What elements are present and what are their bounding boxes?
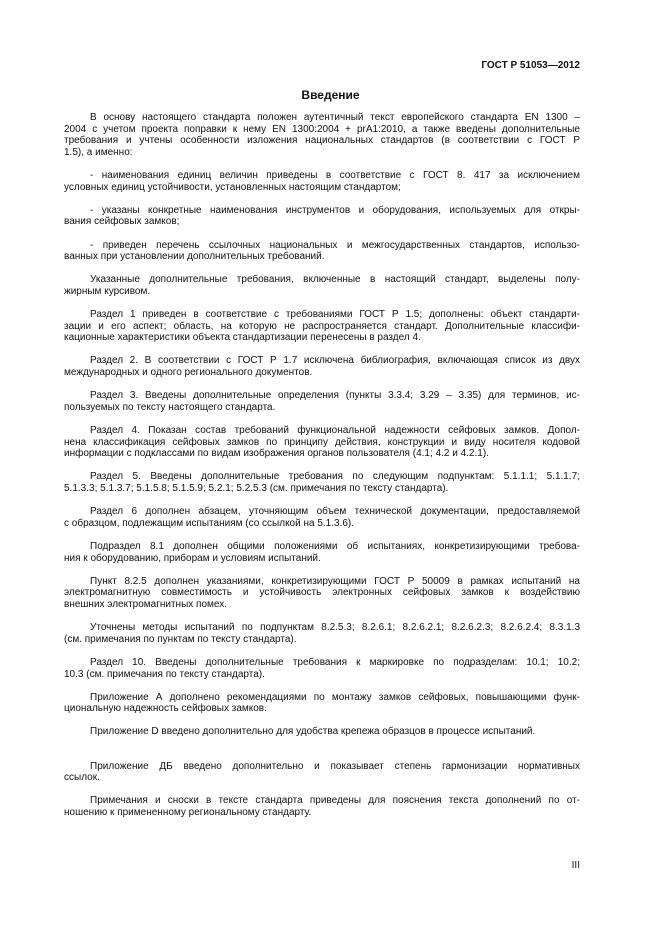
text-line: зации и его аспект; область, на которую не распространяется стандарт. Дополнительные классифи- [64, 320, 580, 332]
text-line: ванных при установлении дополнительных требований. [64, 251, 325, 263]
text-line: - указаны конкретные наименования инструментов и оборудования, используемых для откры- [90, 204, 580, 216]
text-line: Раздел 10. Введены дополнительные требования к маркировке по подразделам: 10.1; 10.2; [90, 656, 580, 668]
text-line: В основу настоящего стандарта положен аутентичный текст европейского стандарта EN 1300 – [90, 112, 580, 123]
paragraph [64, 240, 580, 275]
text-line: - наименования единиц величин приведены в соответствие с ГОСТ 8. 417 за исключением [90, 169, 580, 181]
paragraph [64, 657, 580, 692]
paragraph [64, 425, 580, 471]
text-line: Пункт 8.2.5 дополнен указаниями, конкретизирующими ГОСТ Р 50009 в рамках испытаний на [90, 575, 580, 587]
text-line: 2004 с учетом проекта поправки к нему EN 1300:2004 + prA1:2010, а также введены дополнительные [64, 123, 580, 135]
text-line: нена классификация сейфовых замков по принципу действия, конструкции и виду носителя кодовой [64, 436, 580, 448]
paragraph [64, 112, 580, 170]
text-line: Уточнены методы испытаний по подпунктам 8.2.5.3; 8.2.6.1; 8.2.6.2.1; 8.2.6.2.3; 8.2.6.2.4; 8.3.1.3 [90, 622, 580, 634]
text-line: требования и учтены особенности изложения национальных стандартов (в соответствии с ГОСТ Р [64, 135, 580, 147]
text-line: вания сейфовых замков; [64, 216, 180, 228]
text-line: Указанные дополнительные требования, включенные в настоящий стандарт, выделены полу- [90, 274, 580, 286]
paragraph [64, 390, 580, 425]
text-line: кационные характеристики объекта стандартизации перенесены в раздел 4. [64, 332, 421, 344]
standard-code-header: ГОСТ Р 51053—2012 [481, 60, 580, 71]
text-line: Раздел 5. Введены дополнительные требования по следующим подпунктам: 5.1.1.1; 5.1.1.7; [90, 471, 580, 483]
paragraph [64, 170, 580, 205]
paragraph [64, 622, 580, 657]
paragraph [64, 795, 580, 830]
text-line: ссылок. [64, 772, 100, 784]
text-line: Раздел 2. В соответствии с ГОСТ Р 1.7 исключена библиография, включающая список из двух [90, 355, 580, 367]
text-line: условных единиц устойчивости, установленных настоящим стандартом; [64, 181, 401, 193]
text-line: Раздел 3. Введены дополнительные определения (пункты 3.3.4; 3.29 – 3.35) для терминов, ис- [90, 390, 580, 402]
text-line: Раздел 1 приведен в соответствие с требованиями ГОСТ Р 1.5; дополнены: объект стандарти- [90, 309, 580, 321]
text-line: циональную надежность сейфовых замков. [64, 703, 267, 715]
paragraph [64, 692, 580, 727]
text-line: ния к оборудованию, приборам и условиям испытаний. [64, 552, 321, 564]
text-line: Приложение ДБ введено дополнительно и показывает степень гармонизации нормативных [90, 760, 580, 772]
text-line: информации с подклассами по видам изображения органов пользователя (4.1; 4.2 и 4.2.1). [64, 448, 489, 460]
text-line: Раздел 4. Показан состав требований функциональной надежности сейфовых замков. Допол- [90, 425, 580, 437]
text-line: Примечания и сноски в тексте стандарта приведены для пояснения текста дополнений по от- [90, 795, 580, 807]
text-line: - приведен перечень ссылочных национальных и межгосударственных стандартов, использо- [90, 239, 580, 251]
text-line: электромагнитную совместимость и устойчивость электронных сейфовых замков к воздействию [64, 587, 580, 599]
paragraph [64, 205, 580, 240]
text-line: международных и одного регионального документов. [64, 367, 313, 379]
text-line: внешних электромагнитных помех. [64, 598, 228, 610]
text-line: 5.1.3.3; 5.1.3.7; 5.1.5.8; 5.1.5.9; 5.2.1; 5.2.5.3 (см. примечания по тексту стандарта). [64, 483, 449, 494]
body-text [64, 112, 580, 830]
text-line: 1.5), а именно: [64, 146, 133, 158]
section-title: Введение [301, 88, 360, 102]
paragraph [64, 506, 580, 541]
paragraph [64, 355, 580, 390]
text-line: ношению к примененному региональному стандарту. [64, 807, 312, 819]
text-line: Приложение А дополнено рекомендациями по монтажу замков сейфовых, повышающими функ- [90, 691, 580, 703]
paragraph [64, 274, 580, 309]
page-number: III [571, 860, 580, 871]
paragraph [64, 541, 580, 576]
paragraph-spacer [64, 750, 580, 761]
text-line: 10.3 (см. примечания по тексту стандарта). [64, 668, 265, 680]
text-line: с образцом, подлежащим испытаниям (со ссылкой на 5.1.3.6). [64, 517, 355, 529]
text-line: Раздел 6 дополнен абзацем, уточняющим объем технической документации, предоставляемой [90, 506, 580, 518]
text-line: (см. примечания по пунктам по тексту стандарта). [64, 633, 297, 645]
paragraph [64, 726, 580, 749]
paragraph [64, 471, 580, 506]
text-line: Подраздел 8.1 дополнен общими положениями об испытаниях, конкретизирующими требова- [90, 540, 580, 552]
text-line: пользуемых по тексту настоящего стандарта. [64, 401, 276, 413]
paragraph [64, 309, 580, 355]
text-line: жирным курсивом. [64, 285, 151, 297]
paragraph [64, 761, 580, 796]
text-line: Приложение D введено дополнительно для удобства крепежа образцов в процессе испытаний. [90, 726, 536, 738]
paragraph [64, 576, 580, 622]
